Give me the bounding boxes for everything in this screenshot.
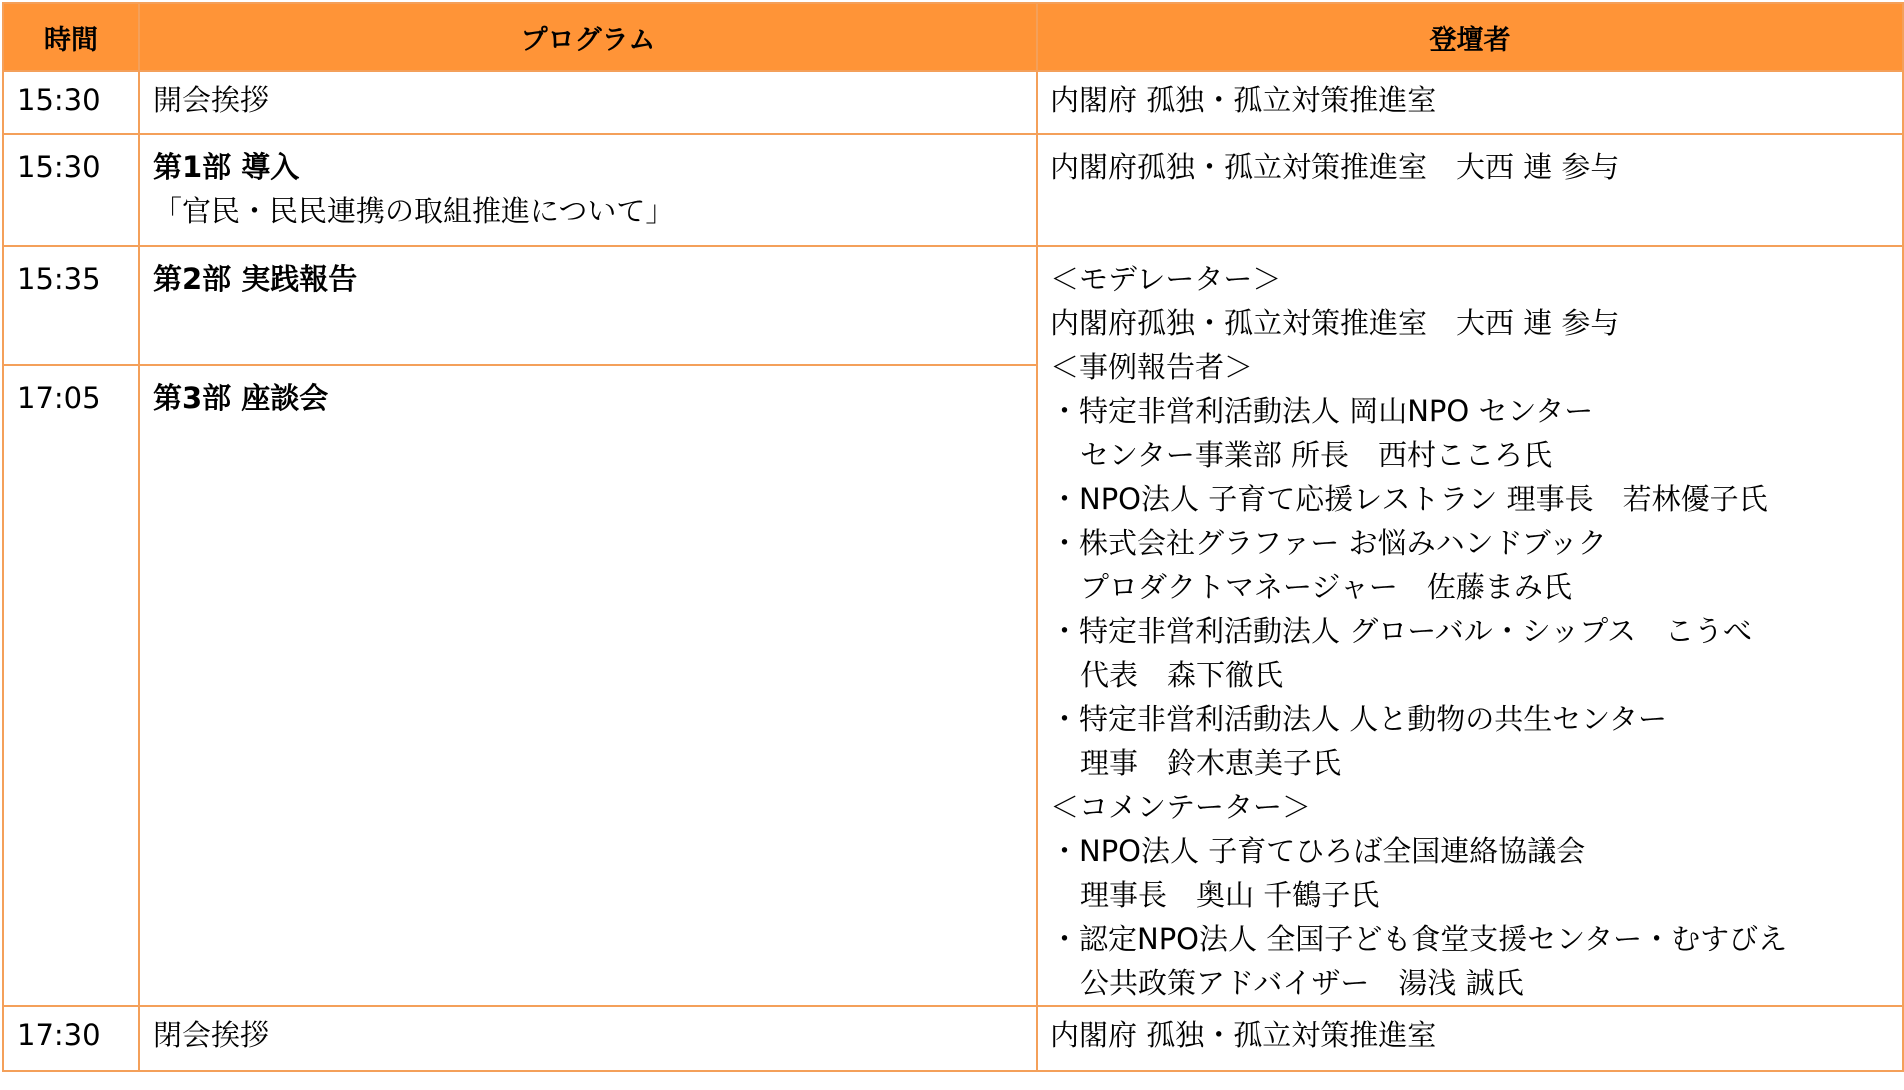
panel-line: ・特定非営利活動法人 人と動物の共生センター: [1050, 702, 1668, 736]
panel-line: プロダクトマネージャー 佐藤まみ氏: [1080, 570, 1572, 604]
program-title: 第2部 実践報告: [153, 262, 358, 296]
speaker-cell: 内閣府 孤独・孤立対策推進室: [1037, 1006, 1903, 1071]
panel-line: ・NPO法人 子育て応援レストラン 理事長 若林優子氏: [1050, 482, 1768, 516]
speaker-cell: 内閣府孤独・孤立対策推進室 大西 連 参与: [1037, 134, 1903, 246]
program-cell: [139, 365, 1037, 1006]
panel-line: ・特定非営利活動法人 グローバル・シップス こうべ: [1050, 614, 1753, 648]
program-cell: 閉会挨拶: [139, 1006, 1037, 1071]
time-cell: 15:30: [3, 134, 139, 246]
schedule-table: [2, 2, 1904, 1072]
panel-line: 理事長 奥山 千鶴子氏: [1080, 878, 1380, 912]
panel-line: ・株式会社グラファー お悩みハンドブック: [1050, 526, 1607, 560]
header-speakers: 登壇者: [1037, 3, 1903, 71]
time-cell: 15:30: [3, 71, 139, 134]
program-title: 第1部 導入: [153, 150, 300, 184]
program-subtitle: 「官民・民民連携の取組推進について」: [153, 194, 675, 228]
time-cell: 15:35: [3, 246, 139, 365]
table-row-part2: [3, 246, 1903, 365]
panel-line: センター事業部 所長 西村こころ氏: [1080, 438, 1553, 472]
panel-line: ・特定非営利活動法人 岡山NPO センター: [1050, 394, 1594, 428]
program-title: 第3部 座談会: [153, 381, 329, 416]
time-cell: 17:30: [3, 1006, 139, 1071]
panel-line: ・NPO法人 子育てひろば全国連絡協議会: [1050, 834, 1586, 868]
panel-line: 公共政策アドバイザー 湯浅 誠氏: [1080, 966, 1524, 1000]
panel-line: 理事 鈴木恵美子氏: [1080, 746, 1342, 780]
table-row-part1: [3, 134, 1903, 246]
speaker-cell: 内閣府 孤独・孤立対策推進室: [1037, 71, 1903, 134]
panel-line: 内閣府孤独・孤立対策推進室 大西 連 参与: [1050, 306, 1620, 340]
program-cell: [139, 246, 1037, 365]
program-cell: 開会挨拶: [139, 71, 1037, 134]
time-cell: 17:05: [3, 365, 139, 1006]
panel-line: ・認定NPO法人 全国子ども食堂支援センター・むすびえ: [1050, 922, 1788, 956]
program-cell: [139, 134, 1037, 246]
table-row-closing: [3, 1006, 1903, 1071]
panel-speakers-cell: [1037, 246, 1903, 1006]
header-program: プログラム: [139, 3, 1037, 71]
panel-line: 代表 森下徹氏: [1080, 658, 1284, 692]
header-time: 時間: [3, 3, 139, 71]
table-row-opening: [3, 71, 1903, 134]
panel-line: ＜モデレーター＞: [1050, 262, 1282, 296]
panel-line: ＜事例報告者＞: [1050, 350, 1254, 384]
panel-line: ＜コメンテーター＞: [1050, 790, 1312, 824]
header-row: [3, 3, 1903, 71]
